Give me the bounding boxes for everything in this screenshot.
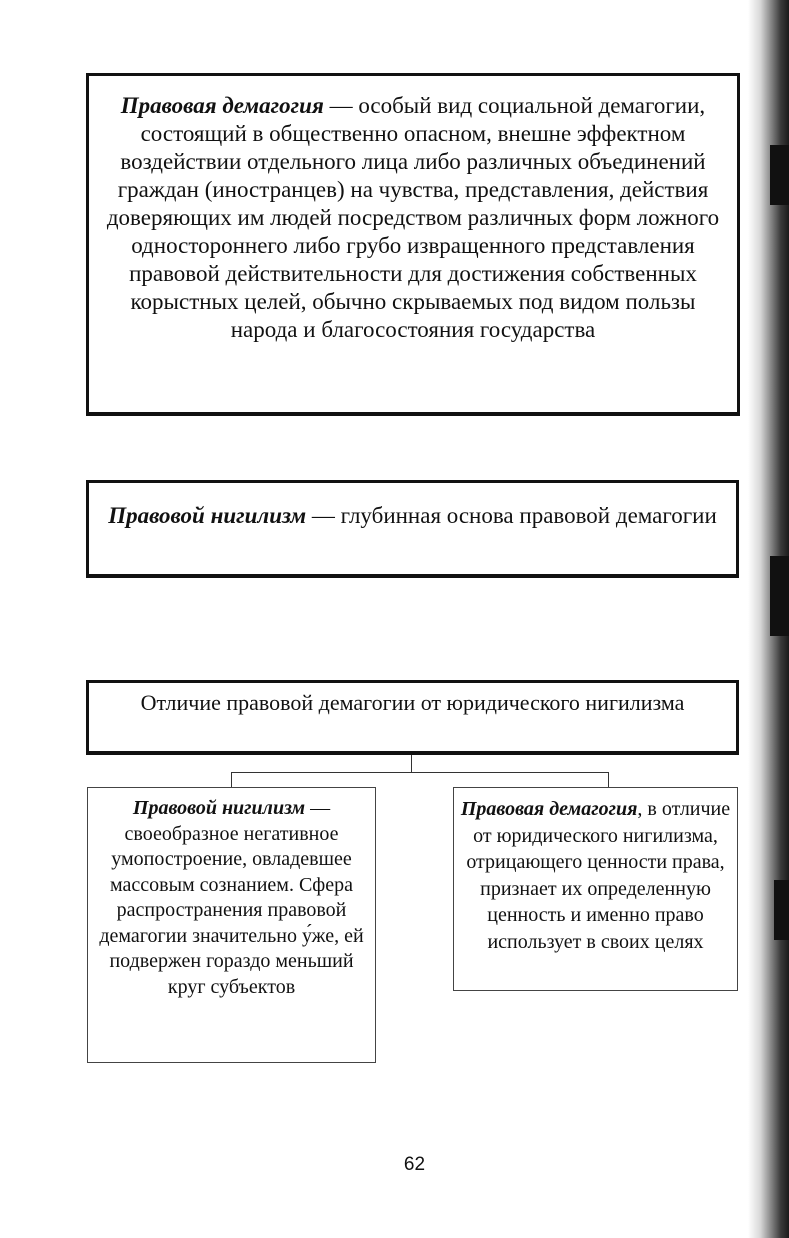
- nihilism-comparison-box: [87, 787, 376, 1063]
- nihilism-comparison-term: Правовой нигилизм: [132, 797, 306, 819]
- demagogy-comparison-text: , в отличие от юридического нигилизма, отрицающего ценности права, признает их определенную ценность и именно право использует в своих целях: [466, 798, 731, 953]
- legal-demagogy-text: — особый вид социальной демагогии, состоящий в общественно опасном, внешне эффектном воздействии отдельного лица либо различных объединений граждан (иностранцев) на чувства, представления, действия доверяющих им людей посредством различных форм ложного одностороннего либо грубо извращенного представления правовой действительности для достижения собственных корыстных целей, обычно скрываемых под видом пользы народа и благосостояния государства: [106, 93, 720, 342]
- legal-nihilism-term: Правовой нигилизм: [108, 503, 307, 528]
- edge-mark: [774, 880, 789, 940]
- scanned-page-edge: [748, 0, 789, 1238]
- connector-bar: [231, 772, 609, 773]
- connector-stem: [411, 755, 412, 773]
- legal-nihilism-definition-box: [86, 480, 739, 578]
- page-number: 62: [403, 1154, 426, 1175]
- legal-nihilism-text: — глубинная основа правовой демагогии: [306, 503, 717, 528]
- nihilism-comparison-text: — своеобразное негативное умопостроение, овладевшее массовым сознанием. Сфера распространения правовой демагогии значительно у́же, ей подвержен гораздо меньший круг субъектов: [99, 797, 364, 998]
- edge-mark: [770, 556, 789, 636]
- legal-demagogy-definition-box: [86, 73, 740, 416]
- comparison-title-box: [86, 680, 739, 755]
- comparison-title: Отличие правовой демагогии от юридического нигилизма: [140, 690, 685, 715]
- demagogy-comparison-term: Правовая демагогия: [460, 798, 638, 820]
- connector-left-drop: [231, 772, 232, 787]
- edge-mark: [770, 145, 789, 205]
- demagogy-comparison-box: [453, 787, 738, 991]
- legal-demagogy-term: Правовая демагогия: [120, 93, 324, 118]
- connector-right-drop: [608, 772, 609, 787]
